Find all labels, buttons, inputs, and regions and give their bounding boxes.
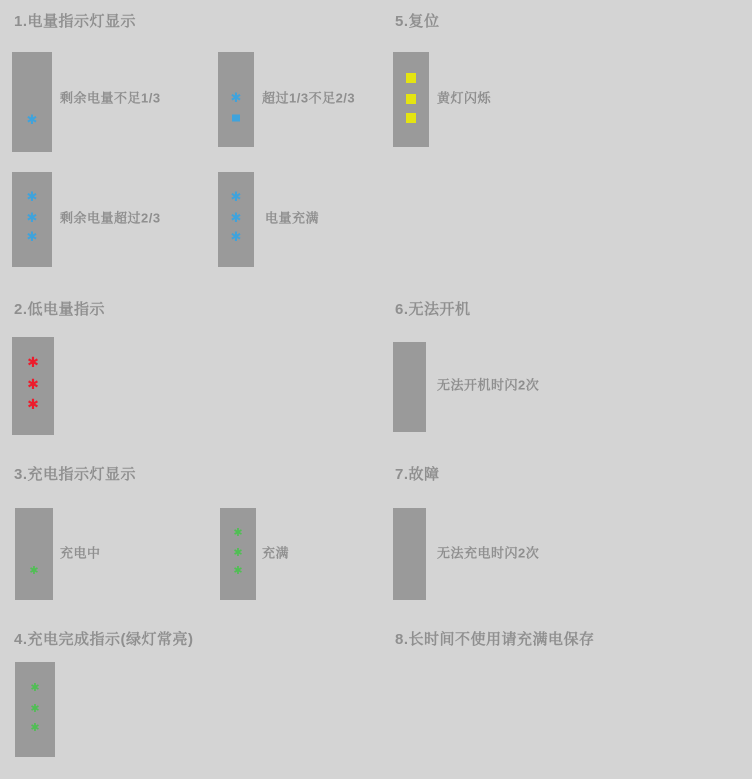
battery-level-low xyxy=(12,52,52,152)
reset-label: 黄灯闪烁 xyxy=(437,90,492,106)
battery-level-high xyxy=(12,172,52,267)
battery-level-mid xyxy=(218,52,254,147)
section-1-title: 1.电量指示灯显示 xyxy=(14,13,137,30)
led-red-icon xyxy=(27,379,39,391)
led-blue-icon xyxy=(26,192,38,204)
battery-fault xyxy=(393,508,426,600)
section-2-title: 2.低电量指示 xyxy=(14,301,106,318)
charging-label: 充电中 xyxy=(60,545,101,561)
battery-level-full xyxy=(218,172,254,267)
battery-level-high-label: 剩余电量超过2/3 xyxy=(60,210,161,226)
battery-charged xyxy=(220,508,256,600)
led-green-icon xyxy=(232,547,244,559)
section-7-title: 7.故障 xyxy=(395,466,440,483)
led-red-icon xyxy=(27,357,39,369)
led-green-icon xyxy=(29,682,41,694)
section-6-title: 6.无法开机 xyxy=(395,301,471,318)
led-red-icon xyxy=(27,399,39,411)
fault-label: 无法充电时闪2次 xyxy=(437,545,540,561)
led-green-icon xyxy=(232,527,244,539)
section-4-title: 4.充电完成指示(绿灯常亮) xyxy=(14,631,194,648)
led-green-icon xyxy=(29,722,41,734)
led-blue-icon xyxy=(232,114,240,121)
battery-reset xyxy=(393,52,429,147)
led-green-icon xyxy=(232,565,244,577)
battery-level-full-label: 电量充满 xyxy=(265,210,320,226)
battery-low-warning xyxy=(12,337,54,435)
section-8-title: 8.长时间不使用请充满电保存 xyxy=(395,631,595,648)
battery-charging xyxy=(15,508,53,600)
led-blue-icon xyxy=(26,115,38,127)
led-blue-icon xyxy=(230,232,242,244)
charged-label: 充满 xyxy=(262,545,290,561)
led-green-icon xyxy=(29,703,41,715)
led-yellow-icon xyxy=(406,94,416,104)
led-blue-icon xyxy=(230,213,242,225)
led-yellow-icon xyxy=(406,73,416,83)
battery-level-low-label: 剩余电量不足1/3 xyxy=(60,90,161,106)
led-blue-icon xyxy=(26,213,38,225)
led-green-icon xyxy=(28,565,40,577)
battery-level-mid-label: 超过1/3不足2/3 xyxy=(262,90,356,106)
battery-charge-complete xyxy=(15,662,55,757)
led-blue-icon xyxy=(26,232,38,244)
battery-no-power xyxy=(393,342,426,432)
led-blue-icon xyxy=(230,93,242,105)
led-yellow-icon xyxy=(406,113,416,123)
no-power-label: 无法开机时闪2次 xyxy=(437,377,540,393)
led-blue-icon xyxy=(230,192,242,204)
section-3-title: 3.充电指示灯显示 xyxy=(14,466,137,483)
section-5-title: 5.复位 xyxy=(395,13,440,30)
